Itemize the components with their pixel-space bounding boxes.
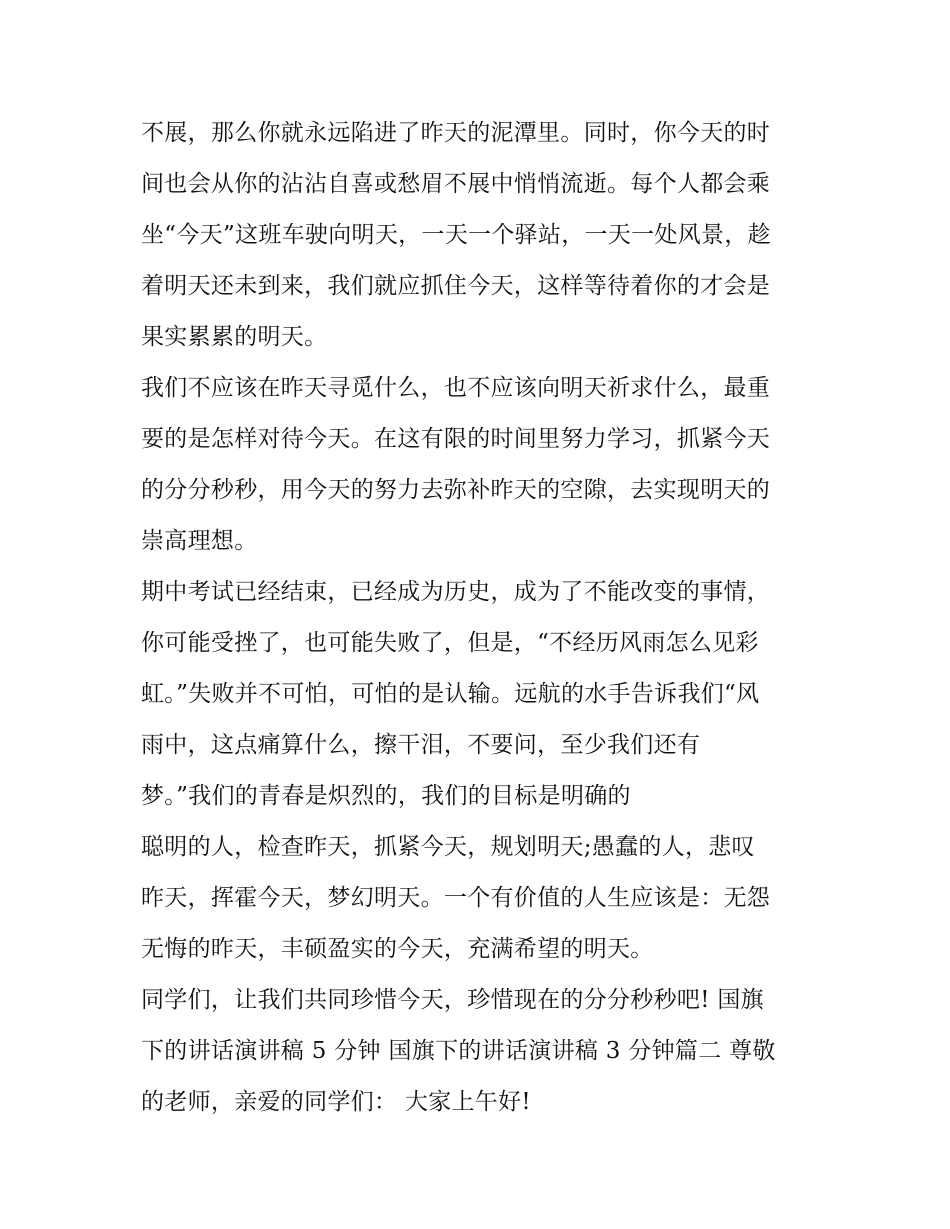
text-line: 果实累累的明天。	[141, 324, 328, 350]
text-line: 不展，那么你就永远陷进了昨天的泥潭里。同时，你今天的时	[141, 120, 771, 146]
text-line: 坐“今天”这班车驶向明天，一天一个驿站，一天一处风景，趁	[141, 222, 771, 248]
speech-text-body	[141, 108, 821, 1128]
text-line: 崇高理想。	[141, 528, 258, 554]
text-line: 雨中，这点痛算什么，擦干泪，不要问，至少我们还有	[141, 732, 701, 758]
text-line: 期中考试已经结束，已经成为历史，成为了不能改变的事情，	[141, 579, 771, 605]
text-line: 聪明的人，检查昨天，抓紧今天，规划明天;愚蠢的人，悲叹	[141, 834, 755, 860]
text-line: 的老师，亲爱的同学们： 大家上午好!	[141, 1089, 531, 1115]
text-line: 你可能受挫了，也可能失败了，但是，“不经历风雨怎么见彩	[141, 630, 759, 656]
text-line: 下的讲话演讲稿 5 分钟 国旗下的讲话演讲稿 3 分钟篇二 尊敬	[141, 1038, 776, 1064]
text-line: 我们不应该在昨天寻觅什么，也不应该向明天祈求什么，最重	[141, 375, 771, 401]
text-line: 昨天，挥霍今天，梦幻明天。一个有价值的人生应该是：无怨	[141, 885, 771, 911]
text-line: 梦。”我们的青春是炽烈的，我们的目标是明确的	[141, 783, 631, 809]
text-line: 的分分秒秒，用今天的努力去弥补昨天的空隙，去实现明天的	[141, 477, 771, 503]
text-line: 要的是怎样对待今天。在这有限的时间里努力学习，抓紧今天	[141, 426, 771, 452]
text-line: 无悔的昨天，丰硕盈实的今天，充满希望的明天。	[141, 936, 654, 962]
text-line: 着明天还未到来，我们就应抓住今天，这样等待着你的才会是	[141, 273, 771, 299]
text-line: 同学们，让我们共同珍惜今天，珍惜现在的分分秒秒吧! 国旗	[141, 987, 764, 1013]
text-line: 间也会从你的沾沾自喜或愁眉不展中悄悄流逝。每个人都会乘	[141, 171, 771, 197]
text-line: 虹。”失败并不可怕，可怕的是认输。远航的水手告诉我们“风	[141, 681, 760, 707]
